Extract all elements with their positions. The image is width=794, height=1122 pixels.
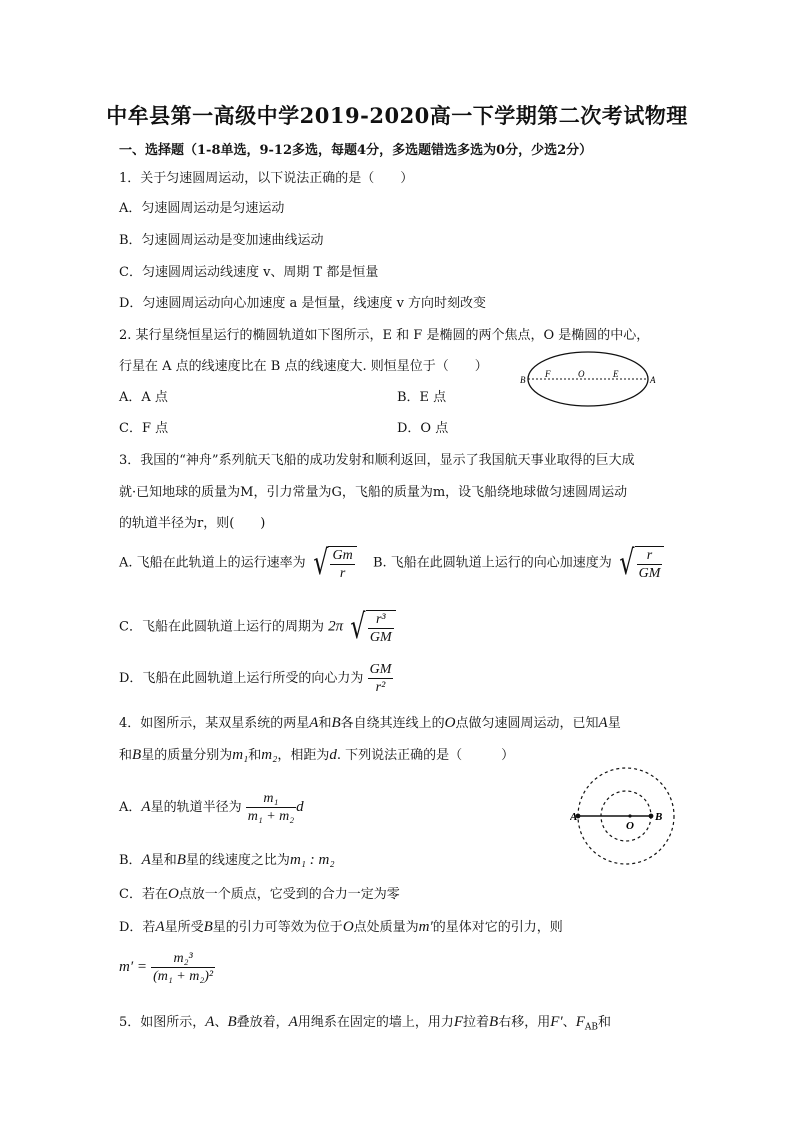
question-5-stem: 5．如图所示，A、B叠放着，A用绳系在固定的墙上，用力F拉着B右移，用F′、$F_{AB}$和 <box>119 1014 611 1033</box>
q1-option-d: D．匀速圆周运动向心加速度 a 是恒量，线速度 v 方向时刻改变 <box>119 296 487 311</box>
q2-option-c: C．F 点 <box>119 421 169 436</box>
radical-sign: √ <box>350 607 366 647</box>
q3-option-c <box>119 608 396 646</box>
q4-option-c: C．若在O点放一个质点，它受到的合力一定为零 <box>119 886 400 902</box>
q3-option-d <box>119 661 393 696</box>
q4-option-d: D．若A星所受B星的引力可等效为位于O点处质量为m′的星体对它的引力，则 <box>119 919 563 935</box>
sqrt-r-over-gm: √ $\frac{r}{GM}$ <box>616 544 664 582</box>
radical-sign: √ <box>313 543 329 583</box>
q2-option-d: D．O 点 <box>397 421 449 436</box>
star-b-dot <box>649 814 654 819</box>
q2-stem-line2: 行星在 A 点的线速度比在 B 点的线速度大. 则恒星位于（ ） <box>119 359 488 374</box>
q2-stem-line1: 2. 某行星绕恒星运行的椭圆轨道如下图所示，E 和 F 是椭圆的两个焦点，O 是椭圆的中心， <box>119 328 650 343</box>
gm-over-r2: $\frac{GM}{\text{r²}}$ <box>369 662 392 695</box>
q4-stem-line2: 和B星的质量分别为m₁和m₂，相距为d. 下列说法正确的是（ ） <box>119 747 515 763</box>
sqrt-gm-over-r: √ $\frac{Gm}{r}$ <box>310 544 357 582</box>
q3-option-a <box>119 544 664 582</box>
q3-option-a-text: A. 飞船在此轨道上的运行速率为 <box>119 555 306 571</box>
radical-sign: √ <box>619 543 635 583</box>
ellipse-orbit-figure <box>518 348 658 410</box>
q2-option-a: A．A 点 <box>119 390 168 405</box>
label-f: F <box>545 369 551 379</box>
q3-stem-line3: 的轨道半径为r，则( ) <box>119 516 266 531</box>
label-o: O <box>578 369 585 379</box>
section-heading: 一、选择题（1-8单选，9-12多选，每题4分，多选题错选多选为0分，少选2分） <box>119 143 593 158</box>
q4-stem-line1: 4．如图所示，某双星系统的两星A和B各自绕其连线上的O点做匀速圆周运动，已知A星 <box>119 715 621 731</box>
q4-option-a: A．A星的轨道半径为 $\frac{\text{m₁}}{\text{m₁ + m₂}}$ d <box>119 791 304 824</box>
label-b: B <box>520 375 526 385</box>
q2-option-b: B．E 点 <box>397 390 447 405</box>
q4-formula: m′ = $\frac{\text{m₂³}}{\text{(m₁ + m₂)²}}$ <box>119 951 214 984</box>
q3-option-b-text: B. 飞船在此圆轨道上运行的向心加速度为 <box>372 555 612 571</box>
q1-stem: 1．关于匀速圆周运动，以下说法正确的是（ ） <box>119 171 414 186</box>
sqrt-r3-over-gm: √ $\frac{\text{r³}}{GM}$ <box>347 608 395 646</box>
label-a: A <box>650 375 656 385</box>
q1-option-a: A．匀速圆周运动是匀速运动 <box>119 201 285 216</box>
label-center-o: O <box>626 820 634 832</box>
q1-option-c: C．匀速圆周运动线速度 v、周期 T 都是恒量 <box>119 265 379 280</box>
m2-cubed-over-sum-squared: $\frac{\text{m₂³}}{\text{(m₁ + m₂)²}}$ <box>153 951 214 984</box>
q3-option-d-text: D．飞船在此圆轨道上运行所受的向心力为 <box>119 671 364 686</box>
label-e: E <box>613 369 619 379</box>
page-title: 中牟县第一高级中学2019-2020高一下学期第二次考试物理 <box>106 103 688 128</box>
two-pi: 2π <box>328 618 344 635</box>
q3-stem-line1: 3．我国的“神舟”系列航天飞船的成功发射和顺利返回，显示了我国航天事业取得的巨大成 <box>119 453 635 468</box>
binary-star-figure <box>570 763 680 873</box>
label-star-b: B <box>655 811 663 823</box>
center-o-dot <box>628 814 631 817</box>
q3-option-c-text: C．飞船在此圆轨道上运行的周期为 <box>119 619 324 635</box>
label-star-a: A <box>570 811 578 823</box>
q3-stem-line2: 就·已知地球的质量为M，引力常量为G，飞船的质量为m，设飞船绕地球做匀速圆周运动 <box>119 485 628 500</box>
q4-option-b: B．A星和B星的线速度之比为m₁ : m₂ <box>119 852 335 868</box>
q1-option-b: B．匀速圆周运动是变加速曲线运动 <box>119 233 324 248</box>
m1-over-m1-plus-m2: $\frac{\text{m₁}}{\text{m₁ + m₂}}$ <box>247 791 295 824</box>
